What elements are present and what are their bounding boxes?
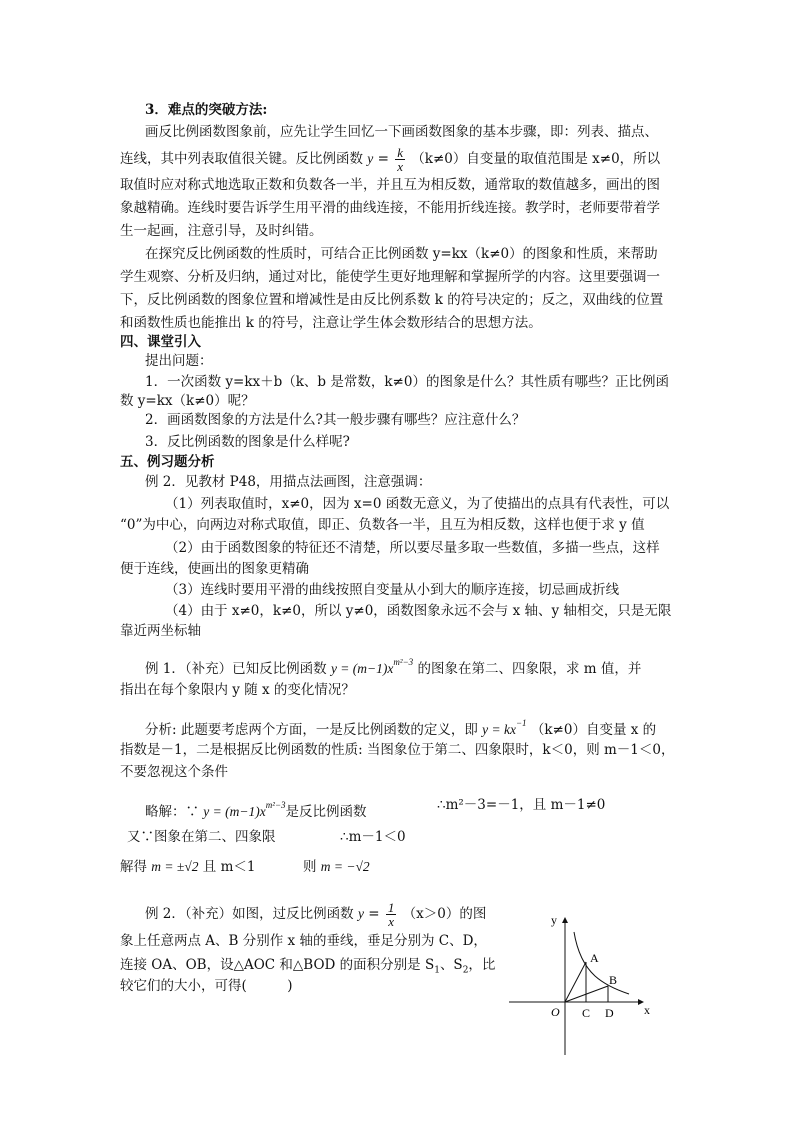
intro-q3: 3．反比例函数的图象是什么样呢? [145,434,350,450]
ex2b-line3-text-a: 连接 OA、OB，设△AOC 和△BOD 的面积分别是 S [120,957,435,973]
ex1-analysis-line3: 不要忽视这个条件 [120,764,228,780]
ex2b-formula-y: y [357,906,364,921]
subscript-1: 1 [434,965,440,976]
ex1-solution-text-b: 是反比例函数 [285,804,367,820]
ex2b-line3-sep: 、S [439,957,463,973]
ex1-analysis-text-a: 分析: 此题要考虑两个方面，一是反比例函数的定义，即 [145,722,478,738]
fraction-1-over-x [386,901,397,928]
label-b: B [609,973,618,987]
ex1-solution-line2a: 又∵图象在第二、四象限 [127,829,276,845]
ex1-analysis-line1 [145,713,656,740]
hyperbola-curve [574,932,629,994]
label-d: D [605,1006,614,1020]
ex1-result-line-b [303,857,370,877]
fraction-numerator: 1 [387,900,395,915]
ex2a-item1-line1: （1）列表取值时，x≠0，因为 x=0 函数无意义，为了使描出的点具有代表性，可以 [165,496,670,512]
label-o: O [551,1005,560,1019]
para1-line1: 画反比例函数图象前，应先让学生回忆一下画函数图象的基本步骤，即：列表、描点、 [145,124,658,140]
subscript-2: 2 [462,965,469,976]
label-c: C [582,1006,591,1020]
para1-line5: 生一起画，注意引导，及时纠错。 [120,223,323,239]
ex2a-head: 例 2．见教材 P48，用描点法画图，注意强调： [145,474,432,490]
ex1-formula: y = (m−1)x [330,661,394,676]
ex1-result-formula2: m = −√2 [320,859,370,874]
fraction-k-over-x [395,146,405,173]
ex1-result-formula1: m = ±√2 [151,859,199,874]
hyperbola-diagram [505,910,670,1060]
ex1-analysis-exponent: −1 [515,718,527,728]
para2-line2: 学生观察、分析及归纳，通过对比，能使学生更好地理解和掌握所学的内容。这里要强调一 [120,269,660,285]
label-a: A [590,951,599,965]
fraction-denominator: x [388,914,394,929]
ex1-line1 [145,652,641,679]
para1-line4: 象越精确。连线时要告诉学生用平滑的曲线连接，不能用折线连接。教学时，老师要带着学 [120,200,660,216]
fraction-denominator: x [397,159,403,174]
para1-line2-text-a: 连线，其中列表取值很关键。反比例函数 [120,151,363,167]
section-5-title: 五、例习题分析 [120,454,215,470]
para1-line3: 取值时应对称式地选取正数和负数各一半，并且互为相反数，通常取的数值越多，画出的图 [120,177,660,193]
ex2b-line3-text-b: ，比 [468,957,496,973]
intro-q1-line2: 数 y=kx（k≠0）呢？ [120,393,255,409]
section-4-title: 四、课堂引入 [120,334,201,350]
para1-line2-text-b: （k≠0）自变量的取值范围是 x≠0，所以 [411,151,661,167]
para2-line3: 下，反比例函数的图象位置和增减性是由反比例系数 k 的符号决定的；反之，双曲线的位置 [120,292,664,308]
ex1-result-line [120,857,255,877]
ex2b-line4: 较它们的大小，可得( ) [120,978,293,994]
ex1-analysis-line2: 指数是－1，二是根据反比例函数的性质: 当图象位于第二、四象限时，k＜0，则 m－1＜0， [120,742,675,758]
intro-ask: 提出问题： [145,353,213,369]
ex1-solution-line1 [145,795,367,822]
intro-q1-line1: 1．一次函数 y=kx＋b（k、b 是常数，k≠0）的图象是什么？其性质有哪些？正比例函 [145,374,669,390]
ex2a-item4-line2: 靠近两坐标轴 [120,623,201,639]
ex1-solution-conclusion: ∴m²－3=－1，且 m－1≠0 [437,797,606,813]
ex2b-line1-text-a: 例 2．（补充）如图，过反比例函数 [145,906,354,922]
intro-q2: 2．画函数图象的方法是什么?其一般步骤有哪些？应注意什么？ [145,412,526,428]
ex1-line2: 指出在每个象限内 y 随 x 的变化情况？ [120,682,355,698]
ex1-result-text-b: 且 m＜1 [202,859,256,875]
fraction-numerator: k [397,145,403,160]
formula-y: y [367,151,374,166]
section-3-title: 3．难点的突破方法: [145,102,268,118]
hyperbola-figure [505,910,670,1060]
ex1-solution-exponent: m²−3 [265,800,286,810]
label-y: y [551,913,557,927]
ex2b-formula-eq: = [363,906,384,922]
ex2a-item2-line2: 便于连线，使画出的图象更精确 [120,561,309,577]
ex2b-line1 [145,901,486,928]
label-x: x [644,1003,650,1017]
ex1-solution-line2b: ∴m－1＜0 [340,829,406,845]
ex1-formula-exponent: m²−3 [393,657,414,667]
segment-oa [565,962,586,1002]
ex2a-item1-line2: “0”为中心，向两边对称式取值，即正、负数各一半，且互为相反数，这样也便于求 y 值 [120,517,645,533]
para2-line1: 在探究反比例函数的性质时，可结合正比例函数 y=kx（k≠0）的图象和性质，来帮助 [145,246,658,262]
ex1-result-text-c: 则 [303,859,317,875]
ex1-result-text-a: 解得 [120,859,147,875]
ex2b-line1-text-b: （x＞0）的图 [402,906,487,922]
para2-line4: 和函数性质也能推出 k 的符号，注意让学生体会数形结合的思想方法。 [120,315,542,331]
ex1-solution-text-a: 略解：∵ [145,804,199,820]
para1-line2 [120,146,660,173]
formula-eq: = [373,151,394,167]
ex1-analysis-text-b: （k≠0）自变量 x 的 [530,722,657,738]
ex1-line1-text-a: 例 1．（补充）已知反比例函数 [145,661,327,677]
ex2a-item4-line1: （4）由于 x≠0，k≠0，所以 y≠0，函数图象永远不会与 x 轴、y 轴相交，只是无限 [165,603,672,619]
ex1-solution-formula: y = (m−1)x [203,804,266,819]
ex2a-item2-line1: （2）由于函数图象的特征还不清楚，所以要尽量多取一些数值，多描一些点，这样 [165,540,660,556]
ex1-analysis-formula: y = kx [482,722,516,737]
ex2b-line2: 象上任意两点 A、B 分别作 x 轴的垂线，垂足分别为 C、D， [120,933,487,949]
ex1-line1-text-b: 的图象在第二、四象限，求 m 值，并 [417,661,642,677]
ex2a-item3: （3）连线时要用平滑的曲线按照自变量从小到大的顺序连接，切忌画成折线 [165,582,620,598]
